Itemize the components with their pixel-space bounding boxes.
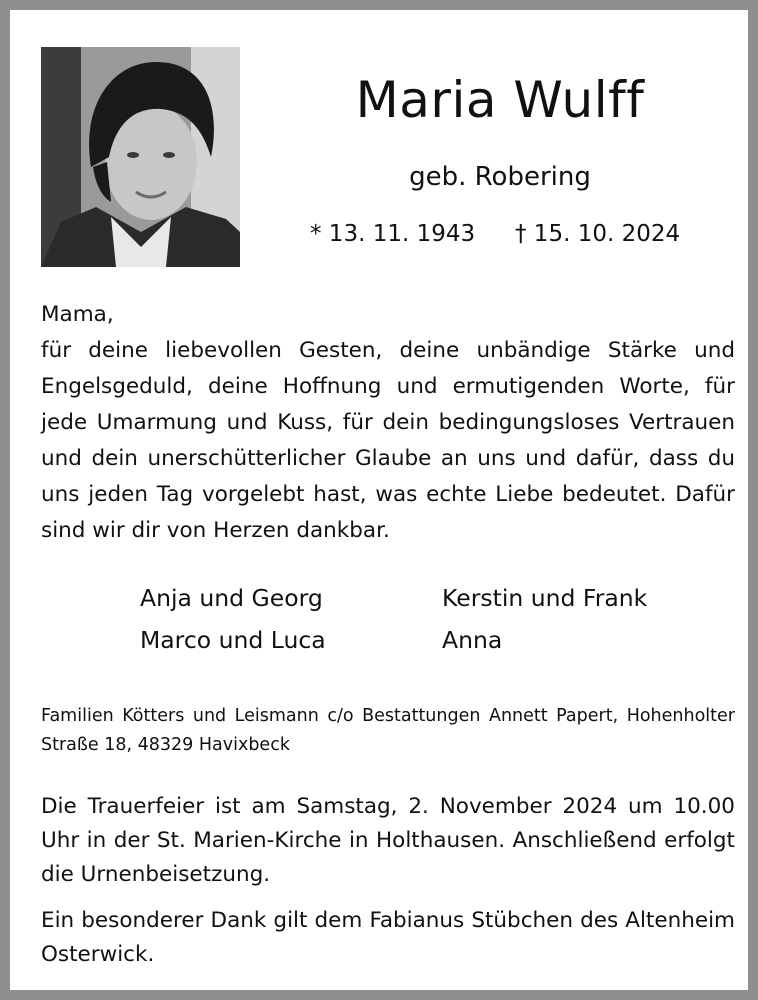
family-member: Kerstin und Frank (442, 584, 648, 612)
death-date: † 15. 10. 2024 (515, 221, 681, 247)
thanks-note: Ein besonderer Dank gilt dem Fabianus Stübchen des Altenheim Osterwick. (41, 908, 735, 967)
letter-body: für deine liebevollen Gesten, deine unbändige Stärke und Engelsgeduld, deine Hoffnung und ermutigenden Worte, für jede Umarmung und Kuss, für dein bedingungsloses Vertrauen und dein unerschütterlicher Glaube an uns und dafür, dass du uns jeden Tag vorgelebt hast, was echte Liebe bedeutet. Dafür sind wir dir von Herzen dankbar. (41, 338, 735, 543)
letter-greeting: Mama, (41, 302, 114, 327)
deceased-name: Maria Wulff (355, 71, 645, 129)
family-member: Anja und Georg (140, 584, 323, 612)
birth-date: * 13. 11. 1943 (310, 221, 476, 247)
farewell-letter (41, 297, 735, 549)
contact-address: Familien Kötters und Leismann c/o Bestattungen Annett Papert, Hohenholter Straße 18, 48329 Havixbeck (41, 706, 735, 755)
family-member: Marco und Luca (140, 626, 326, 654)
birth-name: geb. Robering (409, 162, 591, 192)
funeral-service-info: Die Trauerfeier ist am Samstag, 2. November 2024 um 10.00 Uhr in der St. Marien-Kirche in Holthausen. Anschließend erfolgt die Urnenbeisetzung. (41, 794, 735, 887)
family-member: Anna (442, 626, 503, 654)
portrait-photo (41, 47, 240, 267)
